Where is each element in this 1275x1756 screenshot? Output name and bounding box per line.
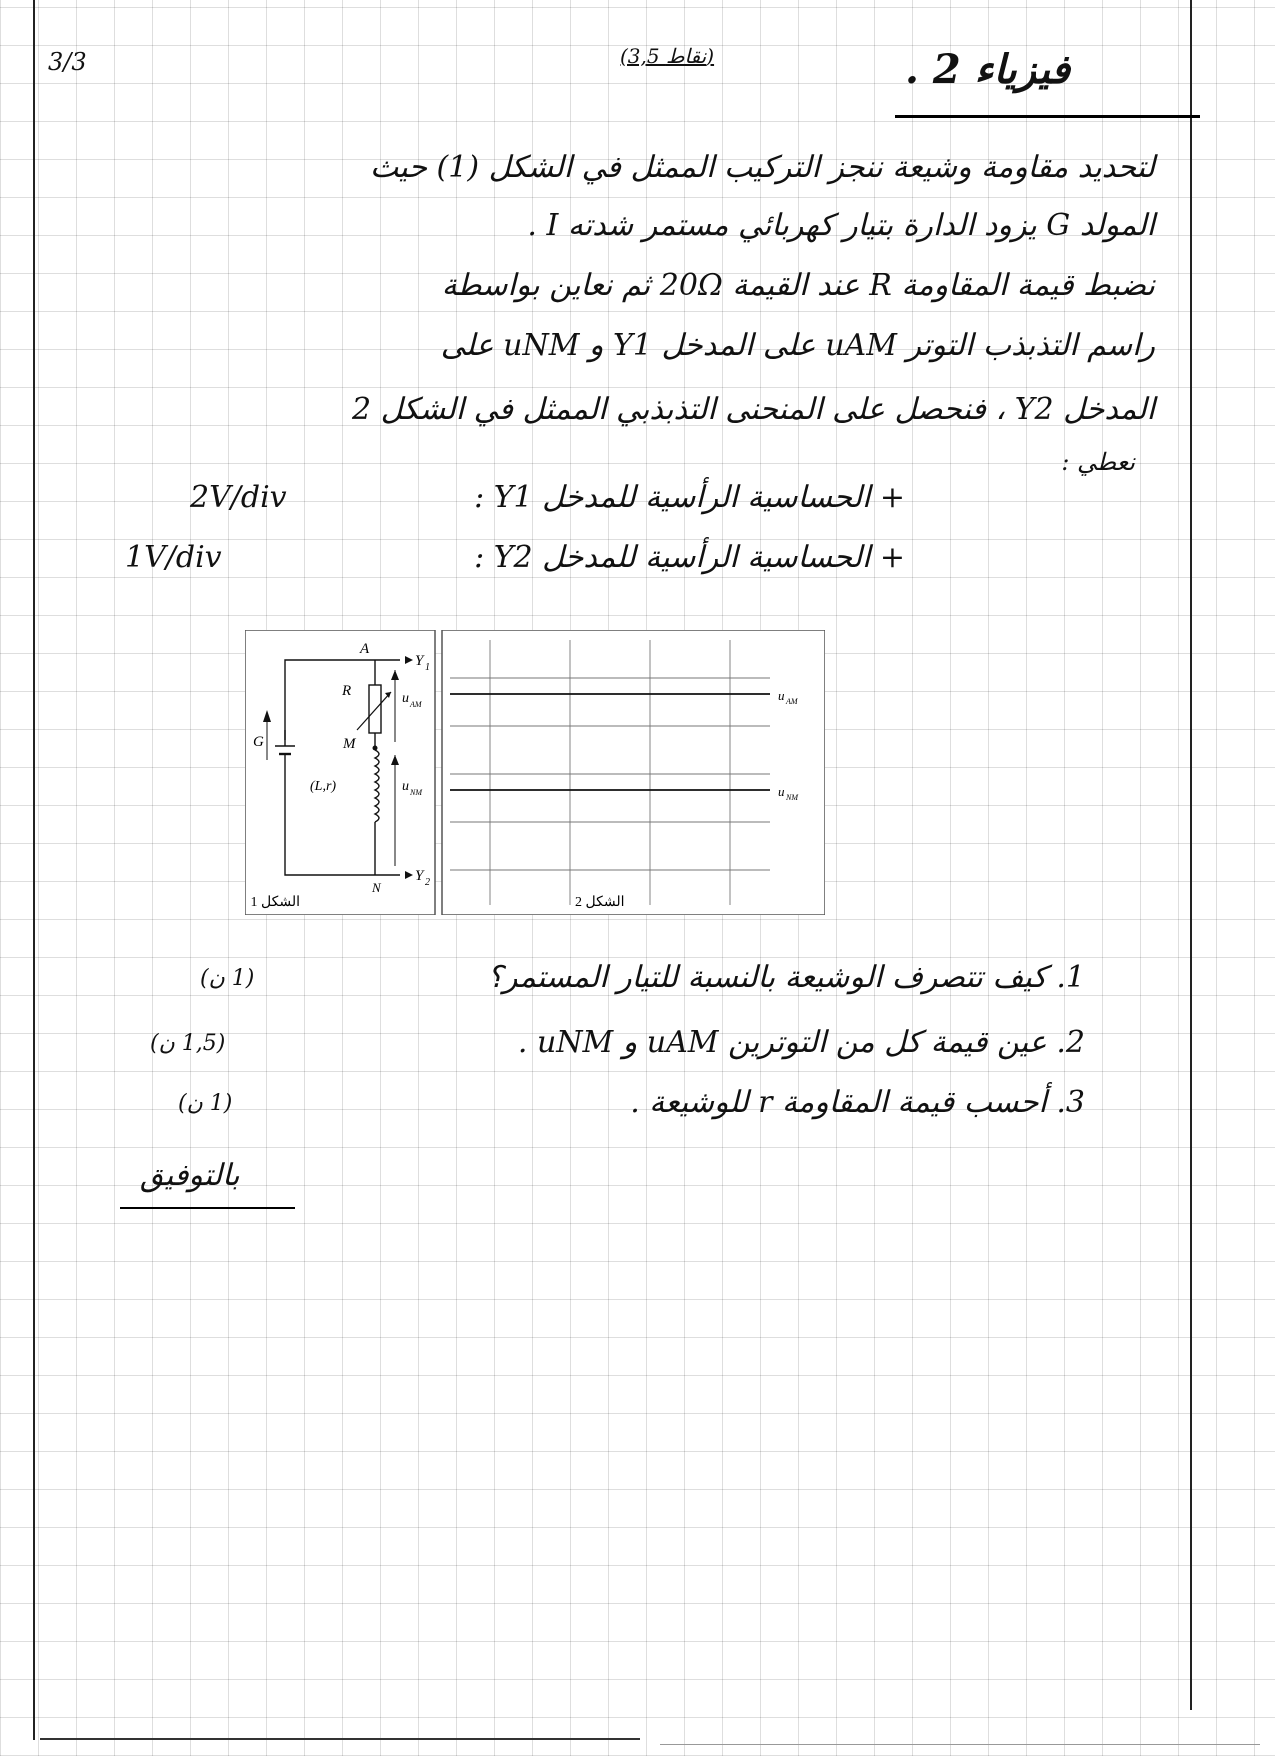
label-uNM: u <box>402 779 409 794</box>
figure-1-circuit <box>245 630 435 915</box>
label-uAM-sub: AM <box>410 700 422 709</box>
bottom-rule <box>40 1738 640 1740</box>
question-2-points: (1,5 ن) <box>150 1031 226 1056</box>
label-R: R <box>342 683 352 699</box>
question-1: 1. كيف تتصرف الوشيعة بالنسبة للتيار المستمر؟ <box>487 960 1085 995</box>
closing-underline <box>120 1207 295 1209</box>
label-M: M <box>343 736 356 752</box>
intro-line-5: المدخل Y2 ، فنحصل على المنحنى التذبذبي الممثل في الشكل 2 <box>351 392 1155 427</box>
closing-wish: بالتوفيق <box>140 1158 240 1193</box>
intro-line-2: المولد G يزود الدارة بتيار كهربائي مستمر شدته I . <box>527 208 1155 243</box>
trace-uAM-label: u <box>778 688 785 703</box>
figures <box>245 630 825 915</box>
label-N: N <box>372 880 381 895</box>
label-uNM-sub: NM <box>410 788 422 797</box>
label-Y2: Y <box>415 868 424 884</box>
bottom-rule-faint <box>660 1744 1260 1745</box>
label-Lr: (L,r) <box>310 779 337 794</box>
figure-2-caption: الشكل 2 <box>575 895 625 910</box>
trace-uNM-sub: NM <box>786 793 798 802</box>
question-1-points: (1 ن) <box>200 966 255 991</box>
right-margin-line <box>1190 0 1192 1710</box>
sensitivity-y1-value: 2V/div <box>190 480 287 515</box>
question-3-points: (1 ن) <box>178 1091 233 1116</box>
intro-line-3: نضبط قيمة المقاومة R عند القيمة 20Ω ثم نعاين بواسطة <box>441 268 1155 303</box>
sensitivity-y1-label: + الحساسية الرأسية للمدخل Y1 : <box>474 480 905 515</box>
trace-uNM-label: u <box>778 784 785 799</box>
title-underline <box>895 115 1200 118</box>
label-A: A <box>360 641 370 657</box>
trace-uAM-sub: AM <box>786 697 798 706</box>
intro-line-4: راسم التذبذب التوتر uAM على المدخل Y1 و uNM على <box>440 328 1155 363</box>
exercise-title: فيزياء 2 . <box>905 46 1071 93</box>
sensitivity-y2-value: 1V/div <box>125 540 222 575</box>
question-3: 3. أحسب قيمة المقاومة r للوشيعة . <box>630 1085 1085 1120</box>
question-2: 2. عين قيمة كل من التوترين uAM و uNM . <box>517 1025 1085 1060</box>
label-Y2-sub: 2 <box>425 877 430 888</box>
label-Y1-sub: 1 <box>425 662 430 673</box>
figure-2-oscilloscope <box>442 630 825 915</box>
points-total: (3,5 نقاط) <box>620 44 715 68</box>
label-Y1: Y <box>415 653 424 669</box>
page-number: 3/3 <box>48 48 87 76</box>
label-G: G <box>253 734 264 750</box>
sensitivity-y2-label: + الحساسية الرأسية للمدخل Y2 : <box>474 540 905 575</box>
intro-line-6: نعطي : <box>1061 448 1135 476</box>
label-uAM: u <box>402 691 409 706</box>
intro-line-1: لتحديد مقاومة وشيعة ننجز التركيب الممثل في الشكل (1) حيث <box>369 150 1155 185</box>
figure-1-caption: الشكل 1 <box>250 895 300 910</box>
left-margin-line <box>33 0 35 1740</box>
